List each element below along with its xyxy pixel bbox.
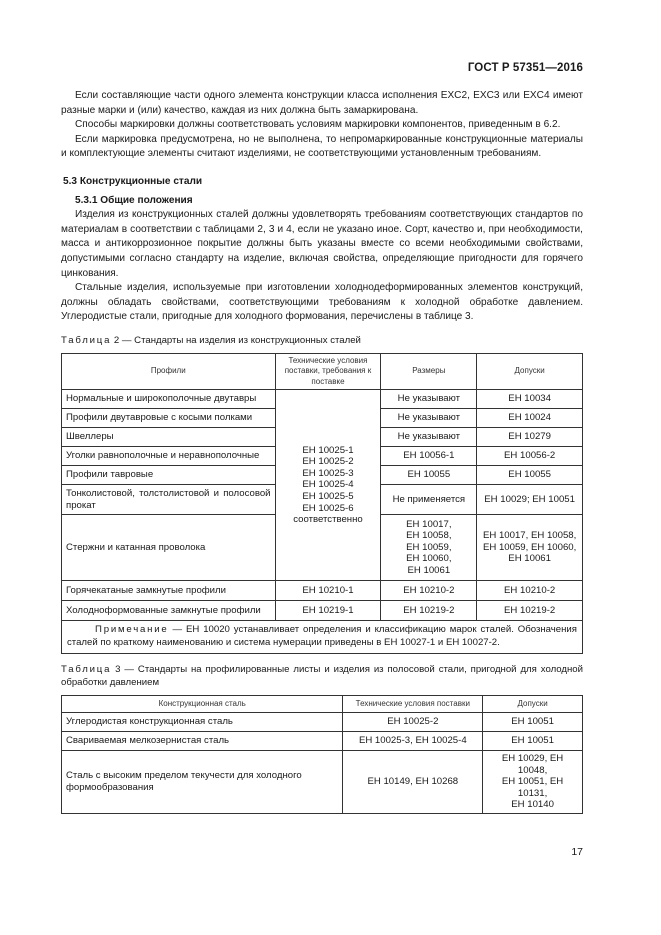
- table-row: [62, 712, 583, 731]
- paragraph: Способы маркировки должны соответствовать условиям маркировки компонентов, приведенным в 6.2.: [75, 119, 561, 131]
- table-cell-tolerance: ЕН 10017, ЕН 10058, ЕН 10059, ЕН 10060, ЕН 10061: [477, 515, 583, 581]
- table2-caption: [61, 334, 583, 347]
- note-text: — ЕН 10020 устанавливает определения и классификацию марок сталей. Обозначения сталей по краткому наименованию и система нумерации приведены в ЕН 10027-1 и ЕН 10027-2.: [67, 624, 577, 648]
- table-cell-tolerance: ЕН 10029, ЕН 10048, ЕН 10051, ЕН 10131, ЕН 10140: [483, 750, 583, 813]
- table-cell-supply: ЕН 10149, ЕН 10268: [343, 750, 483, 813]
- column-header: Профили: [62, 353, 276, 389]
- page-number: 17: [571, 846, 583, 858]
- table-header-row: [62, 353, 583, 389]
- table-cell-tolerance: ЕН 10029; ЕН 10051: [477, 485, 583, 515]
- standard-header: ГОСТ Р 57351—2016: [467, 62, 583, 74]
- table3-caption-word: Таблица: [61, 663, 112, 675]
- column-header: Технические условия поставки: [343, 695, 483, 712]
- table-cell-steel: Свариваемая мелкозернистая сталь: [62, 731, 343, 750]
- subsection-title: 5.3.1 Общие положения: [75, 194, 193, 206]
- column-header: Конструкционная сталь: [62, 695, 343, 712]
- table-cell-profile: Профили двутавровые с косыми полками: [62, 409, 276, 428]
- table-cell-dims: ЕН 10210-2: [381, 581, 477, 601]
- table-cell-dims: ЕН 10017, ЕН 10058, ЕН 10059, ЕН 10060, ЕН 10061: [381, 515, 477, 581]
- table-cell-tolerance: ЕН 10024: [477, 409, 583, 428]
- table-cell-supply: ЕН 10210-1: [275, 581, 381, 601]
- table-cell-tolerance: ЕН 10219-2: [477, 601, 583, 621]
- table-cell-dims: ЕН 10055: [381, 466, 477, 485]
- table-cell-steel: Сталь с высоким пределом текучести для холодного формообразования: [62, 750, 343, 813]
- table-cell-dims: Не указывают: [381, 409, 477, 428]
- table-cell-profile: Стержни и катанная проволока: [62, 515, 276, 581]
- table-cell-dims: ЕН 10219-2: [381, 601, 477, 621]
- table-row: [62, 750, 583, 813]
- table-row: [62, 731, 583, 750]
- table-cell-profile: Нормальные и широкополочные двутавры: [62, 390, 276, 409]
- paragraph: Стальные изделия, используемые при изготовлении холоднодеформированных элементов конструкций, должны обладать свойствами, соответствующими требованиям к холодной обработке давлением. Углеродистые стали, пригодные для холодного формования, перечислены в таблице 3.: [61, 282, 583, 323]
- paragraph: Изделия из конструкционных сталей должны удовлетворять требованиям соответствующих стандартов по материалам в соответствии с таблицами 2, 3 и 4, если не указано иное. Сорт, качество и, при необходимости, масса и антикоррозионное покрытие должны быть указаны вместе со всеми необходимыми свойствами, допустимыми согласно стандарту на изделие, включая свойства, определяющие пригодности для горячего цинкования.: [61, 209, 583, 279]
- table-row: [62, 581, 583, 601]
- table-cell-tolerance: ЕН 10056-2: [477, 447, 583, 466]
- table-cell-profile: Горячекатаные замкнутые профили: [62, 581, 276, 601]
- table-note-row: [62, 621, 583, 654]
- table-cell-profile: Швеллеры: [62, 428, 276, 447]
- paragraph: Если маркировка предусмотрена, но не выполнена, то непромаркированные конструкционные материалы и комплектующие элементы считают изделиями, не соответствующими установленным требованиям.: [61, 133, 583, 160]
- column-header: Технические условия поставки, требования к поставке: [275, 353, 381, 389]
- table-cell-tolerance: ЕН 10051: [483, 712, 583, 731]
- table-cell-tolerance: ЕН 10055: [477, 466, 583, 485]
- column-header: Допуски: [477, 353, 583, 389]
- table-cell-dims: ЕН 10056-1: [381, 447, 477, 466]
- note-word: Примечание: [95, 624, 169, 636]
- table2-caption-word: Таблица: [61, 334, 112, 346]
- table-cell-steel: Углеродистая конструкционная сталь: [62, 712, 343, 731]
- table2: [61, 353, 583, 654]
- table-cell-supply-merged: ЕН 10025-1 ЕН 10025-2 ЕН 10025-3 ЕН 10025-4 ЕН 10025-5 ЕН 10025-6 соответственно: [275, 390, 381, 581]
- table-cell-dims: Не применяется: [381, 485, 477, 515]
- table-row: [62, 390, 583, 409]
- table2-note: [62, 621, 583, 654]
- table-cell-profile: Уголки равнополочные и неравнополочные: [62, 447, 276, 466]
- section-title: 5.3 Конструкционные стали: [63, 175, 203, 187]
- table-cell-supply: ЕН 10025-2: [343, 712, 483, 731]
- table3: [61, 695, 583, 814]
- table2-caption-text: 2 — Стандарты на изделия из конструкционных сталей: [113, 334, 361, 346]
- table-row: [62, 601, 583, 621]
- page-body: [61, 89, 583, 814]
- table3-caption: [61, 663, 583, 689]
- table-cell-profile: Холодноформованные замкнутые профили: [62, 601, 276, 621]
- column-header: Допуски: [483, 695, 583, 712]
- table-cell-supply: ЕН 10025-3, ЕН 10025-4: [343, 731, 483, 750]
- table-cell-tolerance: ЕН 10034: [477, 390, 583, 409]
- table-header-row: [62, 695, 583, 712]
- column-header: Размеры: [381, 353, 477, 389]
- table-cell-dims: Не указывают: [381, 390, 477, 409]
- table-cell-tolerance: ЕН 10210-2: [477, 581, 583, 601]
- table-cell-profile: Профили тавровые: [62, 466, 276, 485]
- table-cell-tolerance: ЕН 10051: [483, 731, 583, 750]
- table-cell-tolerance: ЕН 10279: [477, 428, 583, 447]
- paragraph: Если составляющие части одного элемента конструкции класса исполнения EXC2, EXC3 или EXC4 имеют разные марки и (или) качество, каждая из них должна быть замаркирована.: [61, 90, 583, 116]
- table-cell-dims: Не указывают: [381, 428, 477, 447]
- table-cell-profile: Тонколистовой, толстолистовой и полосовой прокат: [62, 485, 276, 515]
- table3-caption-text: 3 — Стандарты на профилированные листы и изделия из полосовой стали, пригодной для холодной обработки давлением: [61, 663, 583, 688]
- table-cell-supply: ЕН 10219-1: [275, 601, 381, 621]
